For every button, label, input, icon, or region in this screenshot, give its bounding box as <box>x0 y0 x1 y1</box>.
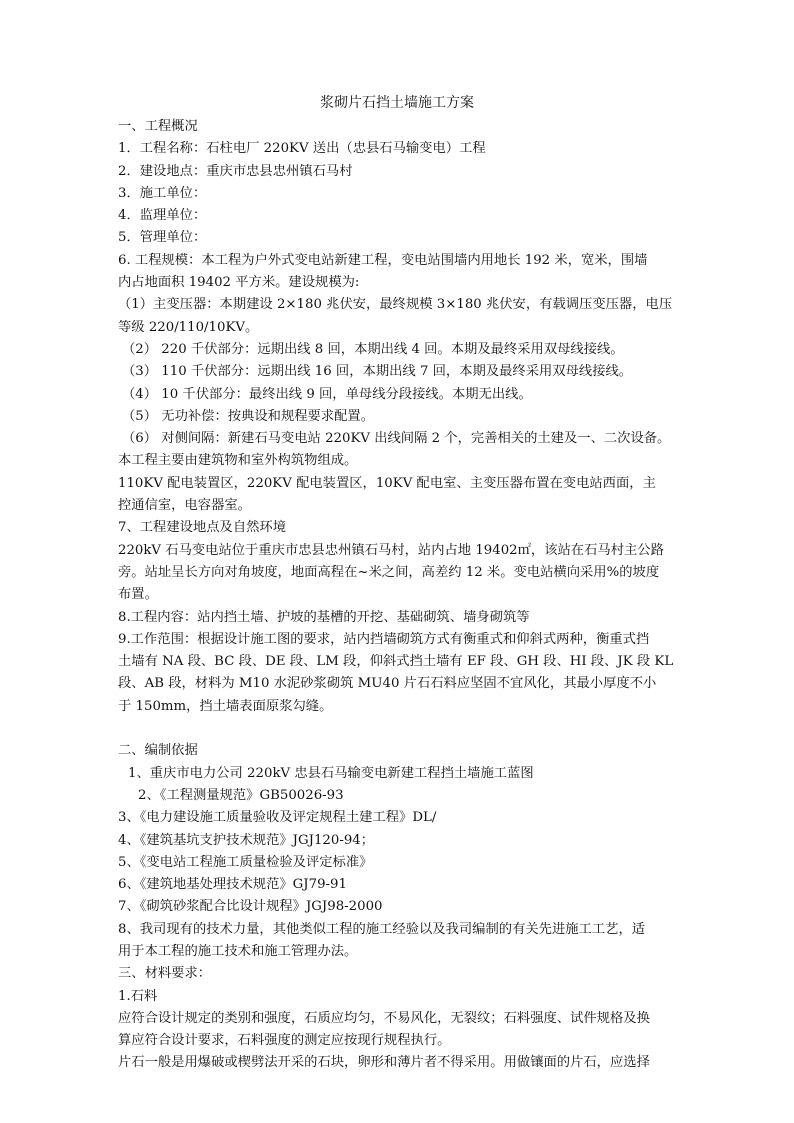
paragraph-scale-line1: 6. 工程规模：本工程为户外式变电站新建工程，变电站围墙内用地长 192 米，宽米，围墙 <box>118 252 648 268</box>
paragraph-work-scope-line1: 9.工作范围：根据设计施工图的要求，站内挡墙砌筑方式有衡重式和仰斜式两种，衡重式挡 <box>118 631 650 647</box>
paragraph-layout-line1: 110KV 配电装置区，220KV 配电装置区，10KV 配电室、主变压器布置在变电站西面，主 <box>118 475 656 491</box>
paragraph-composition: 本工程主要由建筑物和室外构筑物组成。 <box>118 453 358 469</box>
reference-item-8-line2: 用于本工程的施工技术和施工管理办法。 <box>118 943 358 959</box>
paragraph-management-unit: 5．管理单位： <box>118 230 207 246</box>
item-10kv: （4） 10 千伏部分：最终出线 9 回，单母线分段接线。本期无出线。 <box>122 386 532 402</box>
paragraph-rubble-line1: 片石一般是用爆破或楔劈法开采的石块，卵形和薄片者不得采用。用做镶面的片石，应选择 <box>118 1055 650 1071</box>
paragraph-layout-line2: 控通信室，电容器室。 <box>118 498 251 514</box>
item-opposite-bay: （6） 对侧间隔：新建石马变电站 220KV 出线间隔 2 个，完善相关的土建及一、二次设备。 <box>122 431 671 447</box>
section-heading-overview: 一、工程概况 <box>118 119 198 134</box>
paragraph-work-scope-line2: 土墙有 NA 段、BC 段、DE 段、LM 段，仰斜式挡土墙有 EF 段、GH 段、HI 段、JK 段 KL <box>118 654 674 670</box>
paragraph-location: 2．建设地点：重庆市忠县忠州镇石马村 <box>118 163 353 179</box>
reference-item-7: 7、《砌筑砂浆配合比设计规程》JGJ98-2000 <box>118 899 383 915</box>
item-transformer-line2: 等级 220/110/10KV。 <box>118 319 259 335</box>
paragraph-stone-line2: 算应符合设计要求，石料强度的测定应按现行规程执行。 <box>118 1033 451 1049</box>
reference-item-1: 1、重庆市电力公司 220kV 忠县石马输变电新建工程挡土墙施工蓝图 <box>128 765 534 781</box>
paragraph-scale-line2: 内占地面积 19402 平方米。建设规模为: <box>118 275 360 291</box>
item-110kv: （3） 110 千伏部分：远期出线 16 回，本期出线 7 回，本期及最终采用双母线接线。 <box>122 364 633 380</box>
reference-item-2: 2、《工程测量规范》GB50026-93 <box>138 787 344 803</box>
subheading-stone: 1.石料 <box>118 988 158 1004</box>
reference-item-8-line1: 8、我司现有的技术力量，其他类似工程的施工经验以及我司编制的有关先进施工工艺，适 <box>118 921 646 937</box>
reference-item-5: 5、《变电站工程施工质量检验及评定标准》 <box>118 854 373 870</box>
document-title: 浆砌片石挡土墙施工方案 <box>320 95 474 111</box>
reference-item-3: 3、《电力建设施工质量验收及评定规程土建工程》DL/ <box>118 810 437 826</box>
section-heading-basis: 二、编制依据 <box>118 743 198 759</box>
paragraph-stone-line1: 应符合设计规定的类别和强度，石质应均匀，不易风化，无裂纹；石料强度、试件规格及换 <box>118 1010 650 1026</box>
section-heading-materials: 三、材料要求： <box>118 966 212 982</box>
paragraph-environment-line2: 旁。站址呈长方向对角坡度，地面高程在~米之间，高差约 12 米。变电站横向采用%的坡度 <box>118 564 660 580</box>
reference-item-4: 4、《建筑基坑支护技术规范》JGJ120-94； <box>118 832 375 848</box>
reference-item-6: 6、《建筑地基处理技术规范》GJ79-91 <box>118 877 347 893</box>
paragraph-work-scope-line4: 于 150mm，挡土墙表面原浆勾缝。 <box>118 698 333 714</box>
paragraph-construction-unit: 3．施工单位： <box>118 185 207 201</box>
paragraph-environment-line3: 布置。 <box>118 587 158 603</box>
item-reactive-compensation: （5） 无功补偿：按典设和规程要求配置。 <box>122 408 375 424</box>
subheading-environment: 7、工程建设地点及自然环境 <box>118 520 287 536</box>
paragraph-work-content: 8.工程内容：站内挡土墙、护坡的基槽的开挖、基础砌筑、墙身砌筑等 <box>118 609 530 625</box>
paragraph-work-scope-line3: 段、AB 段，材料为 M10 水泥砂浆砌筑 MU40 片石石料应坚固不宜风化，其最小厚度不小 <box>118 676 657 692</box>
item-220kv: （2） 220 千伏部分：远期出线 8 回，本期出线 4 回。本期及最终采用双母线接线。 <box>122 341 624 357</box>
paragraph-project-name: 1．工程名称：石柱电厂 220KV 送出（忠县石马输变电）工程 <box>118 141 486 157</box>
blank-line <box>118 718 688 740</box>
item-transformer-line1: （1）主变压器：本期建设 2×180 兆伏安，最终规模 3×180 兆伏安，有载调压变压器，电压 <box>118 297 673 313</box>
document-body <box>118 116 688 1075</box>
paragraph-environment-line1: 220kV 石马变电站位于重庆市忠县忠州镇石马村，站内占地 19402㎡，该站在石马村主公路 <box>118 542 664 558</box>
paragraph-supervision-unit: 4．监理单位： <box>118 208 207 224</box>
